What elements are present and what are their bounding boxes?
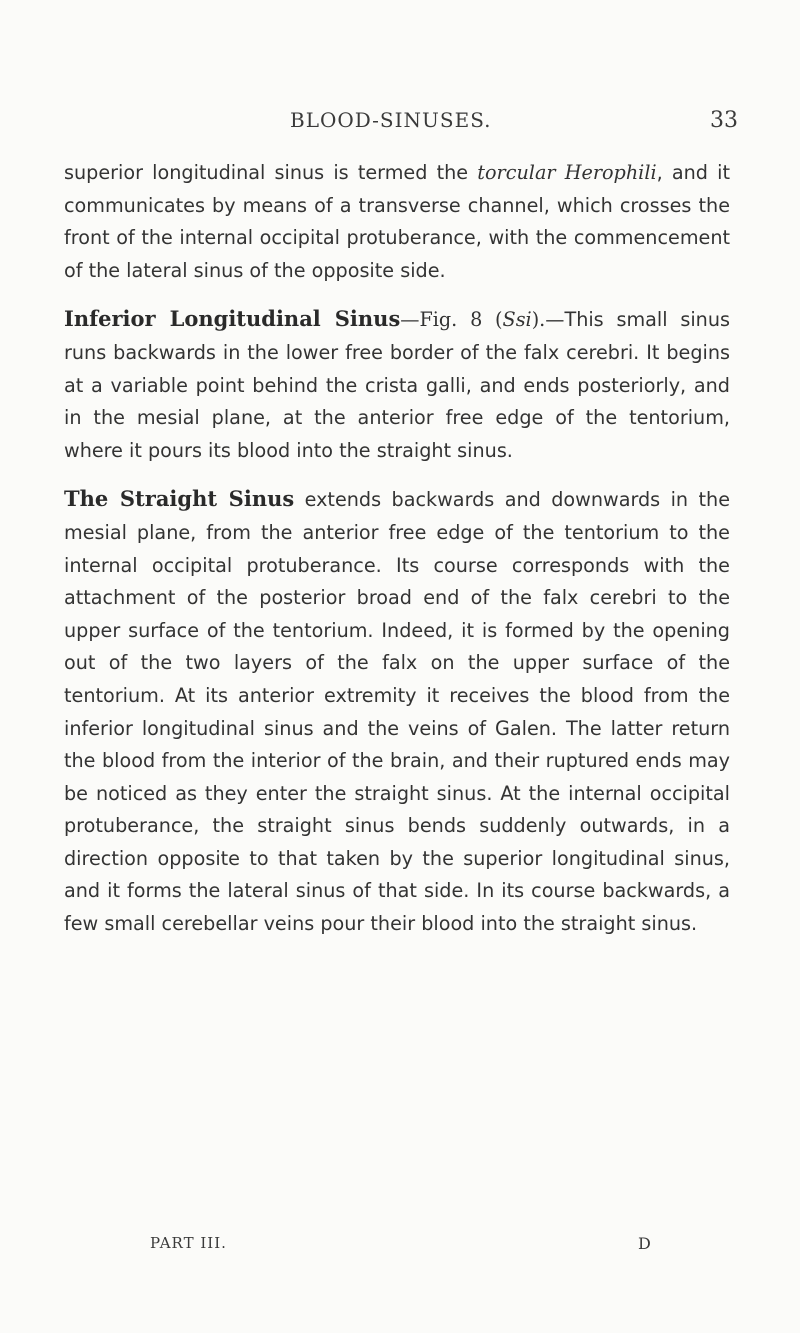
- part-label: PART III.: [150, 1234, 227, 1252]
- paragraph-text: extends backwards and downwards in the mesial plane, from the anterior free edge of the tentorium to the internal occipital protuberance. Its course corresponds with the attachment of the posterior broad end of the falx cerebri to the upper surface of the tentorium. Indeed, it is formed by the opening out of the two layers of the falx on the upper surface of the tentorium. At its anterior extremity it receives the blood from the inferior longitudinal sinus and the veins of Galen. The latter return the blood from the interior of the brain, and their ruptured ends may be noticed as they enter the straight sinus. At the internal occipital protuberance, the straight sinus bends suddenly outwards, in a direction opposite to that taken by the superior longitudinal sinus, and it forms the lateral sinus of that side. In its course backwards, a few small cerebellar veins pour their blood into the straight sinus.: [64, 488, 730, 936]
- signature-mark: D: [638, 1234, 652, 1253]
- section-heading: Inferior Longitudinal Sinus: [64, 306, 401, 332]
- body-text: [64, 157, 730, 941]
- page-footer: [0, 1234, 800, 1264]
- paragraph-text: superior longitudinal sinus is termed the: [64, 161, 478, 184]
- page-header: [0, 100, 800, 140]
- page-number: 33: [710, 108, 738, 133]
- paragraph-torcular: [64, 157, 730, 287]
- figure-reference-close: ).: [531, 308, 546, 332]
- figure-label: Ssi: [502, 308, 532, 332]
- paragraph-text: , and it communicates by means of a transverse channel, which crosses the front of the internal occipital protuberance, with the commencement of the lateral sinus of the opposite side.: [64, 161, 730, 282]
- paragraph-straight-sinus: [64, 483, 730, 940]
- italic-term: torcular Herophili: [477, 161, 657, 184]
- section-heading: The Straight Sinus: [64, 486, 295, 512]
- paragraph-inferior-longitudinal-sinus: [64, 303, 730, 467]
- paragraph-text: —This small sinus runs backwards in the lower free border of the falx cerebri. It begins at a variable point behind the crista galli, and ends posteriorly, and in the mesial plane, at the anterior free edge of the tentorium, where it pours its blood into the straight sinus.: [64, 308, 730, 462]
- running-head: BLOOD-SINUSES.: [290, 108, 492, 132]
- figure-reference: —Fig. 8 (: [400, 308, 503, 332]
